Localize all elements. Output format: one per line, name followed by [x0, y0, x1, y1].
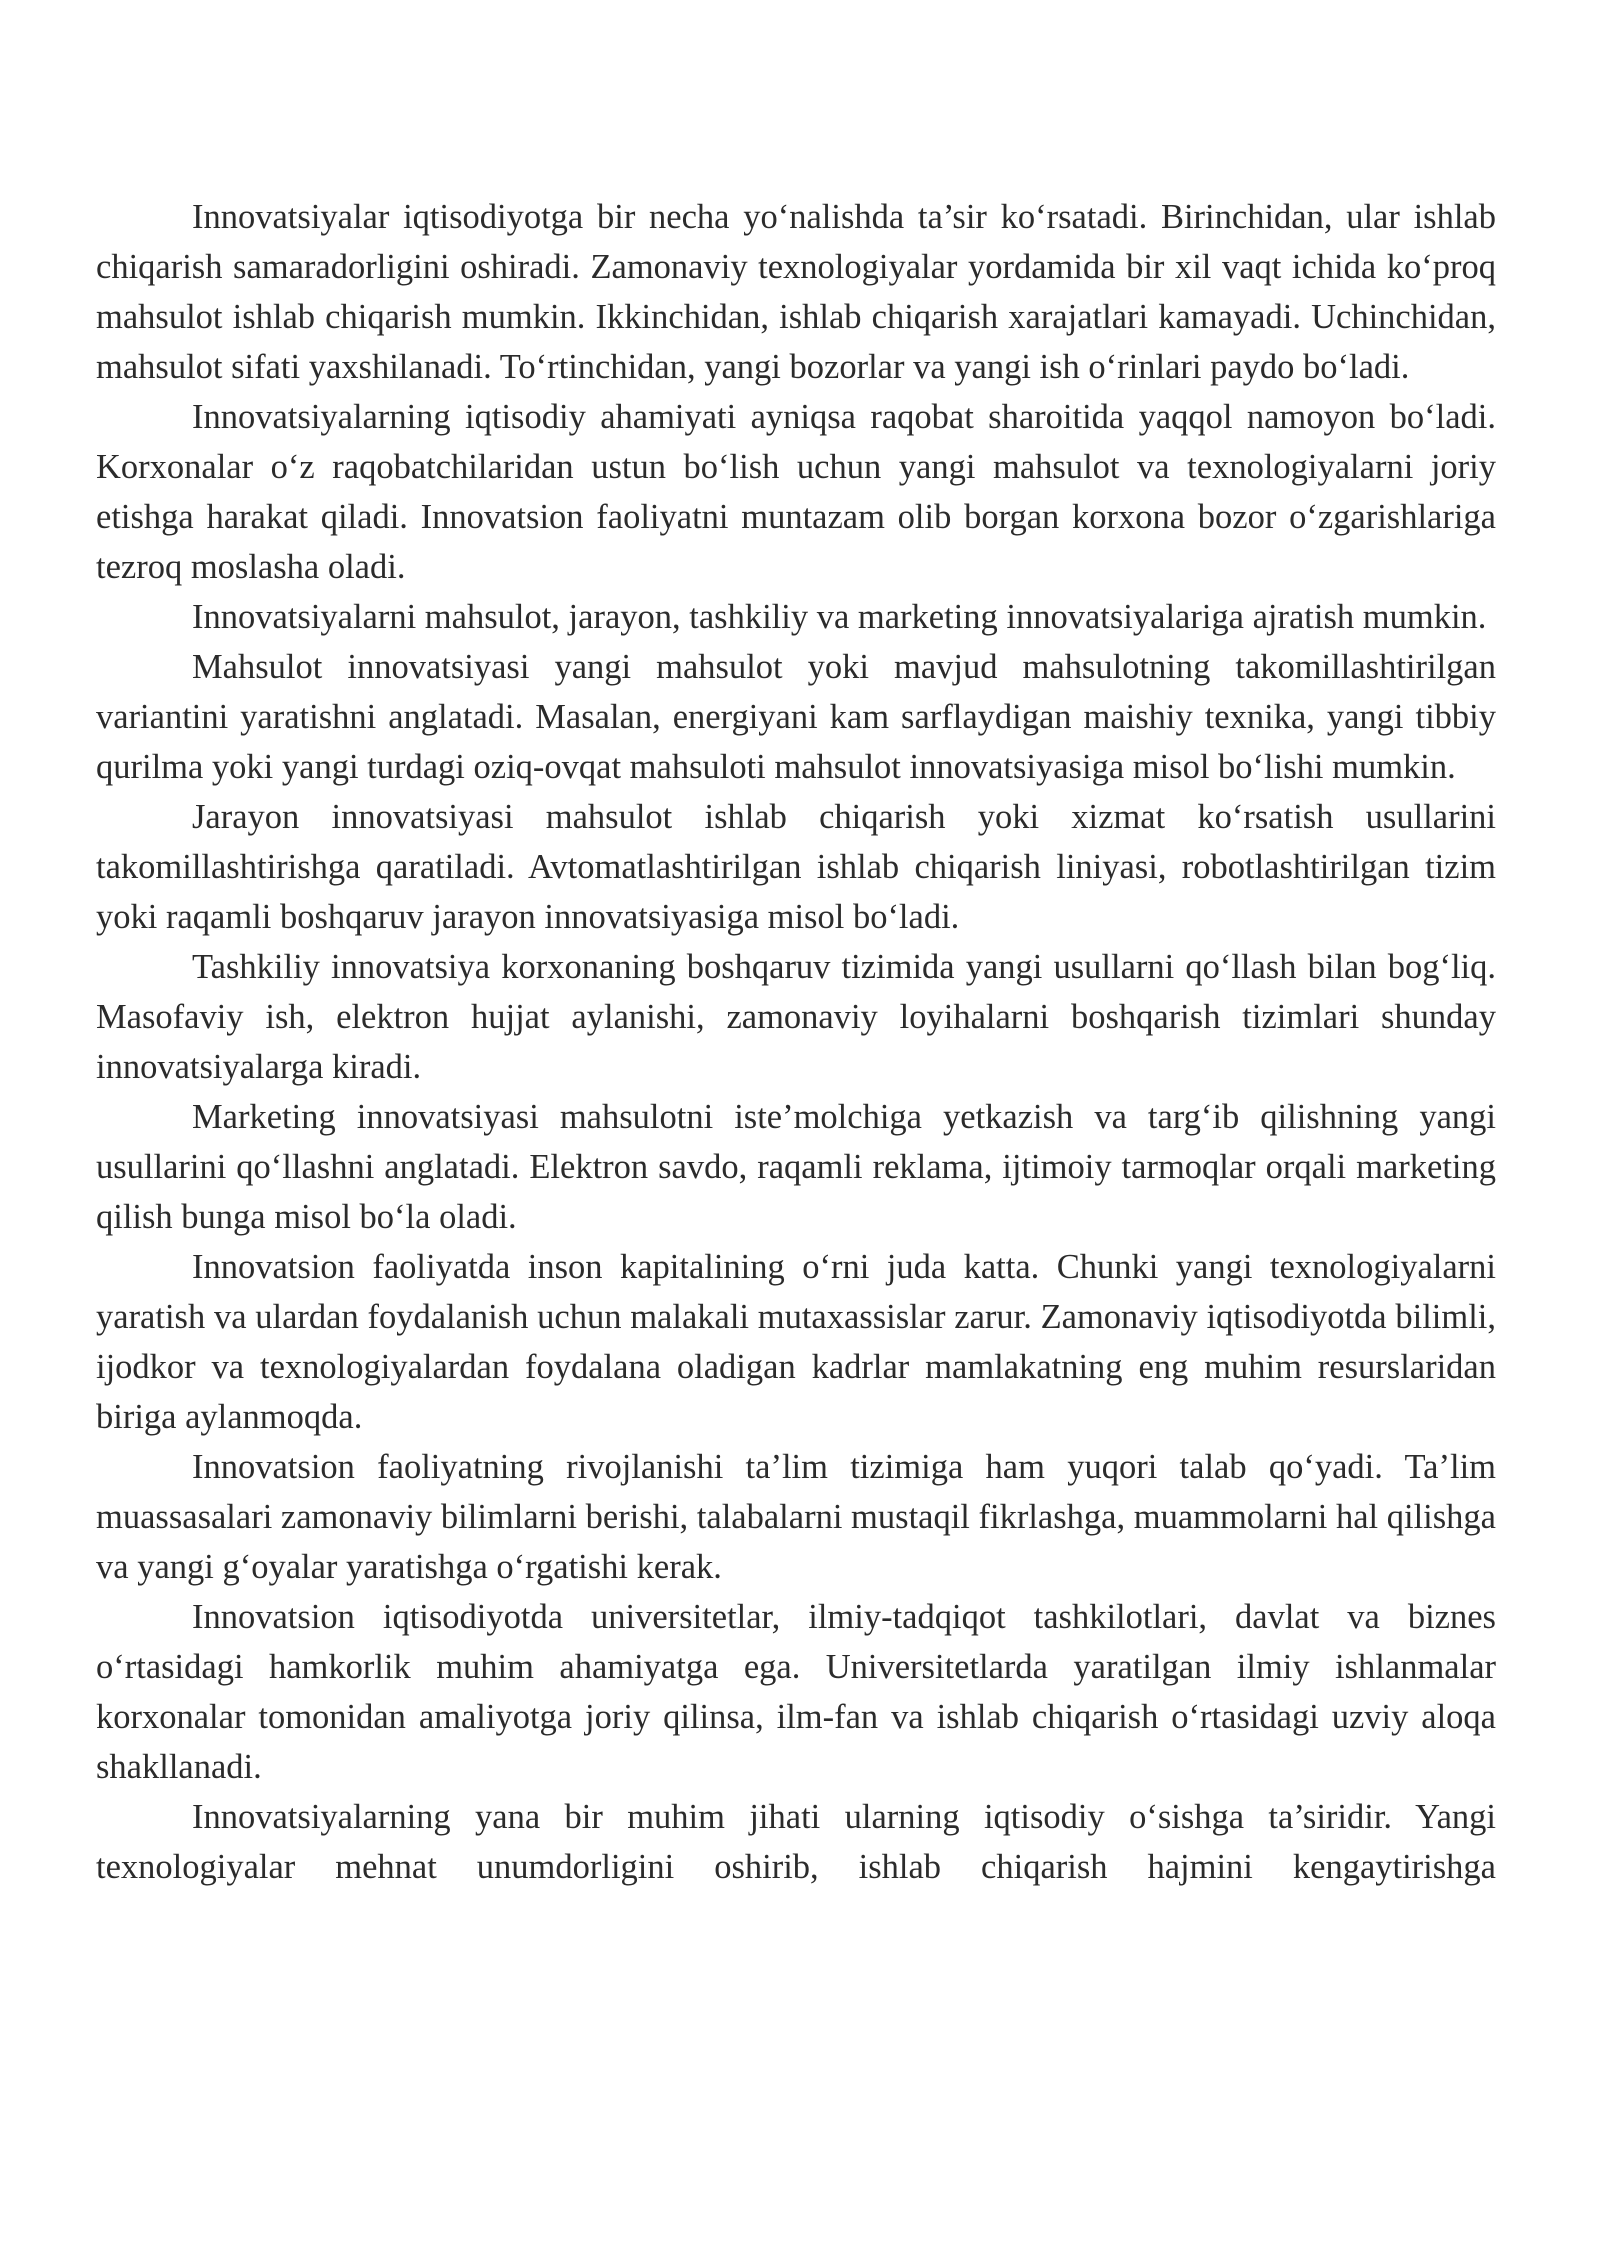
paragraph-7: Marketing innovatsiyasi mahsulotni iste’molchiga yetkazish va targ‘ib qilishning yangi usullarini qo‘llashni anglatadi. Elektron savdo, raqamli reklama, ijtimoiy tarmoqlar orqali marketing qilish bunga misol bo‘la oladi.: [96, 1098, 1496, 1236]
paragraph-6: Tashkiliy innovatsiya korxonaning boshqaruv tizimida yangi usullarni qo‘llash bilan bog‘liq. Masofaviy ish, elektron hujjat aylanishi, zamonaviy loyihalarni boshqarish tizimlari shunday innovatsiyalarga kiradi.: [96, 948, 1496, 1086]
paragraph-11: Innovatsiyalarning yana bir muhim jihati ularning iqtisodiy o‘sishga ta’siridir. Yangi texnologiyalar mehnat unumdorligini oshirib, ishlab chiqarish hajmini kengaytirishga: [96, 1798, 1496, 1886]
document-page: [96, 192, 1496, 1892]
paragraph-1: Innovatsiyalar iqtisodiyotga bir necha yo‘nalishda ta’sir ko‘rsatadi. Birinchidan, ular ishlab chiqarish samaradorligini oshiradi. Zamonaviy texnologiyalar yordamida bir xil vaqt ichida ko‘proq mahsulot ishlab chiqarish mumkin. Ikkinchidan, ishlab chiqarish xarajatlari kamayadi. Uchinchidan, mahsulot sifati yaxshilanadi. To‘rtinchidan, yangi bozorlar va yangi ish o‘rinlari paydo bo‘ladi.: [96, 198, 1496, 386]
paragraph-4: Mahsulot innovatsiyasi yangi mahsulot yoki mavjud mahsulotning takomillashtirilgan variantini yaratishni anglatadi. Masalan, energiyani kam sarflaydigan maishiy texnika, yangi tibbiy qurilma yoki yangi turdagi oziq-ovqat mahsuloti mahsulot innovatsiyasiga misol bo‘lishi mumkin.: [96, 648, 1496, 786]
paragraph-10: Innovatsion iqtisodiyotda universitetlar, ilmiy-tadqiqot tashkilotlari, davlat va biznes o‘rtasidagi hamkorlik muhim ahamiyatga ega. Universitetlarda yaratilgan ilmiy ishlanmalar korxonalar tomonidan amaliyotga joriy qilinsa, ilm-fan va ishlab chiqarish o‘rtasidagi uzviy aloqa shakllanadi.: [96, 1598, 1496, 1786]
paragraph-5: Jarayon innovatsiyasi mahsulot ishlab chiqarish yoki xizmat ko‘rsatish usullarini takomillashtirishga qaratiladi. Avtomatlashtirilgan ishlab chiqarish liniyasi, robotlashtirilgan tizim yoki raqamli boshqaruv jarayon innovatsiyasiga misol bo‘ladi.: [96, 798, 1496, 936]
paragraph-9: Innovatsion faoliyatning rivojlanishi ta’lim tizimiga ham yuqori talab qo‘yadi. Ta’lim muassasalari zamonaviy bilimlarni berishi, talabalarni mustaqil fikrlashga, muammolarni hal qilishga va yangi g‘oyalar yaratishga o‘rgatishi kerak.: [96, 1448, 1496, 1586]
paragraph-2: Innovatsiyalarning iqtisodiy ahamiyati ayniqsa raqobat sharoitida yaqqol namoyon bo‘ladi. Korxonalar o‘z raqobatchilaridan ustun bo‘lish uchun yangi mahsulot va texnologiyalarni joriy etishga harakat qiladi. Innovatsion faoliyatni muntazam olib borgan korxona bozor o‘zgarishlariga tezroq moslasha oladi.: [96, 398, 1496, 586]
paragraph-3: Innovatsiyalarni mahsulot, jarayon, tashkiliy va marketing innovatsiyalariga ajratish mumkin.: [192, 598, 1487, 636]
paragraph-8: Innovatsion faoliyatda inson kapitalining o‘rni juda katta. Chunki yangi texnologiyalarni yaratish va ulardan foydalanish uchun malakali mutaxassislar zarur. Zamonaviy iqtisodiyotda bilimli, ijodkor va texnologiyalardan foydalana oladigan kadrlar mamlakatning eng muhim resurslaridan biriga aylanmoqda.: [96, 1248, 1496, 1436]
